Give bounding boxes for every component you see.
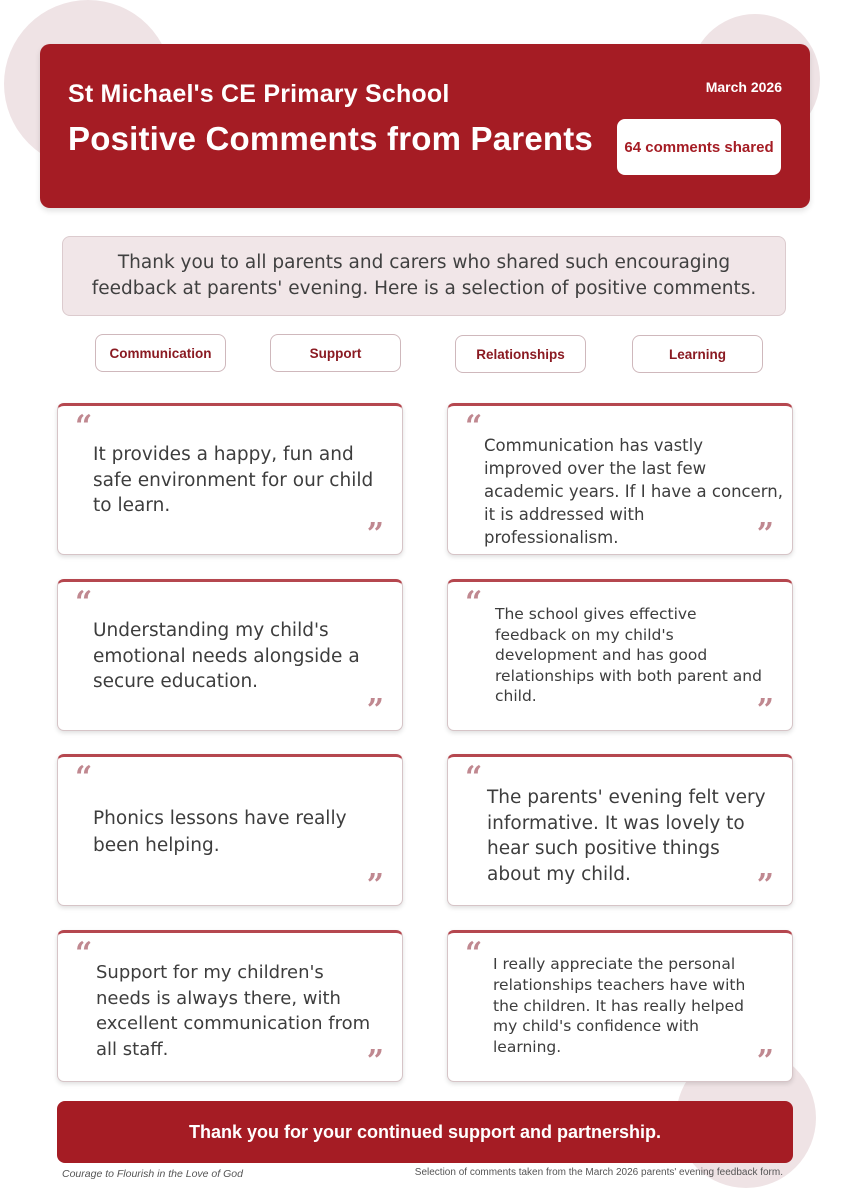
- open-quote-icon: “: [75, 760, 93, 795]
- close-quote-icon: ”: [756, 693, 774, 728]
- comment-text: Communication has vastly improved over the last few academic years. If I have a concern, it is addressed with professionalism.: [484, 436, 783, 547]
- comment-card: [447, 930, 793, 1082]
- comment-card: [57, 403, 403, 555]
- close-quote-icon: ”: [366, 1044, 384, 1079]
- close-quote-icon: ”: [756, 868, 774, 903]
- open-quote-icon: “: [465, 760, 483, 795]
- date-label: March 2026: [705, 79, 782, 95]
- comment-card: [447, 579, 793, 731]
- comment-card: [57, 754, 403, 906]
- open-quote-icon: “: [465, 585, 483, 620]
- tag-relationships: Relationships: [455, 335, 586, 373]
- tag-communication: Communication: [95, 334, 226, 372]
- comment-text: Support for my children's needs is always there, with excellent communication from all staff.: [96, 962, 371, 1060]
- open-quote-icon: “: [75, 409, 93, 444]
- comment-text: It provides a happy, fun and safe environment for our child to learn.: [93, 444, 374, 516]
- comment-text: Understanding my child's emotional needs alongside a secure education.: [93, 620, 360, 692]
- school-motto: Courage to Flourish in the Love of God: [62, 1168, 243, 1180]
- school-name: St Michael's CE Primary School: [68, 80, 450, 108]
- comment-text: Phonics lessons have really been helping.: [93, 808, 347, 856]
- comment-card: [447, 403, 793, 555]
- comment-text: The parents' evening felt very informative. It was lovely to hear such positive things about my child.: [487, 787, 766, 885]
- intro-text: Thank you to all parents and carers who shared such encouraging feedback at parents' evening. Here is a selection of positive comments.: [62, 236, 786, 316]
- open-quote-icon: “: [75, 585, 93, 620]
- close-quote-icon: ”: [366, 517, 384, 552]
- open-quote-icon: “: [465, 936, 483, 971]
- close-quote-icon: ”: [756, 1044, 774, 1079]
- thank-you-banner: Thank you for your continued support and partnership.: [57, 1101, 793, 1163]
- comment-text: I really appreciate the personal relationships teachers have with the children. It has really helped my child's confidence with learning.: [493, 955, 746, 1057]
- comment-text: The school gives effective feedback on my child's development and has good relationships with both parent and child.: [495, 605, 762, 705]
- page-title: Positive Comments from Parents: [68, 120, 593, 157]
- source-note: Selection of comments taken from the March 2026 parents' evening feedback form.: [414, 1167, 783, 1178]
- comment-card: [57, 930, 403, 1082]
- open-quote-icon: “: [75, 936, 93, 971]
- tag-learning: Learning: [632, 335, 763, 373]
- comment-count-badge: 64 comments shared: [617, 119, 781, 175]
- open-quote-icon: “: [465, 409, 483, 444]
- header-banner: [40, 44, 810, 208]
- close-quote-icon: ”: [756, 517, 774, 552]
- comment-card: [57, 579, 403, 731]
- close-quote-icon: ”: [366, 693, 384, 728]
- close-quote-icon: ”: [366, 868, 384, 903]
- comment-card: [447, 754, 793, 906]
- tag-support: Support: [270, 334, 401, 372]
